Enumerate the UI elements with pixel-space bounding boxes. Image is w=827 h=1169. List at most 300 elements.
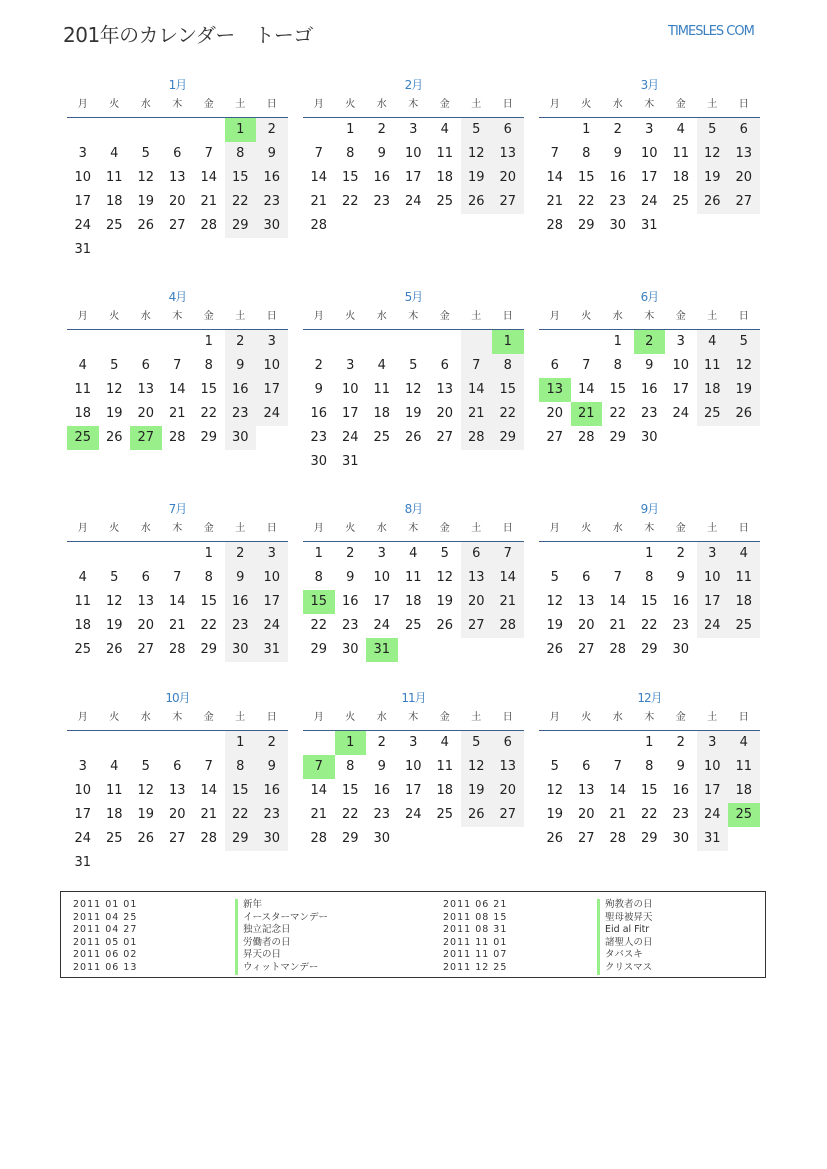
day-cell[interactable]: 21 — [168, 618, 186, 633]
day-cell[interactable]: 4 — [377, 358, 386, 373]
day-cell[interactable]: 28 — [310, 831, 328, 846]
day-cell[interactable]: 6 — [550, 358, 559, 373]
day-cell[interactable]: 5 — [141, 759, 150, 774]
day-cell[interactable]: 16 — [256, 166, 288, 190]
day-cell[interactable]: 12 — [697, 142, 729, 166]
day-cell[interactable]: 25 — [74, 642, 92, 657]
day-cell[interactable]: 2 — [377, 122, 386, 137]
day-cell[interactable]: 11 — [672, 146, 690, 161]
day-cell[interactable]: 2 — [225, 542, 257, 566]
day-cell[interactable]: 27 — [728, 190, 760, 214]
day-cell[interactable]: 26 — [105, 430, 123, 445]
day-cell[interactable]: 29 — [310, 642, 328, 657]
day-cell[interactable]: 25 — [105, 831, 123, 846]
day-cell[interactable]: 23 — [225, 614, 257, 638]
day-cell[interactable]: 14 — [168, 594, 186, 609]
day-cell[interactable]: 9 — [613, 146, 622, 161]
day-cell[interactable]: 17 — [640, 170, 658, 185]
day-cell[interactable]: 13 — [436, 382, 454, 397]
day-cell[interactable]: 2 — [613, 122, 622, 137]
day-cell[interactable]: 19 — [105, 406, 123, 421]
day-cell[interactable]: 17 — [256, 590, 288, 614]
day-cell[interactable]: 26 — [546, 831, 564, 846]
day-cell[interactable]: 19 — [436, 594, 454, 609]
day-cell[interactable]: 24 — [74, 831, 92, 846]
day-cell[interactable]: 1 — [314, 546, 323, 561]
day-cell[interactable]: 10 — [341, 382, 359, 397]
day-cell[interactable]: 8 — [225, 142, 257, 166]
day-cell[interactable]: 8 — [645, 759, 654, 774]
day-cell[interactable]: 10 — [697, 566, 729, 590]
day-cell[interactable]: 5 — [550, 570, 559, 585]
day-cell[interactable]: 7 — [204, 759, 213, 774]
day-cell[interactable]: 20 — [577, 807, 595, 822]
day-cell[interactable]: 6 — [440, 358, 449, 373]
day-cell[interactable]: 5 — [440, 546, 449, 561]
day-cell[interactable]: 29 — [200, 430, 218, 445]
day-cell[interactable]: 10 — [404, 146, 422, 161]
day-cell[interactable]: 17 — [697, 779, 729, 803]
day-cell[interactable]: 27 — [436, 430, 454, 445]
day-cell[interactable]: 20 — [492, 779, 524, 803]
day-cell[interactable]: 20 — [436, 406, 454, 421]
day-cell[interactable]: 22 — [577, 194, 595, 209]
day-cell[interactable]: 9 — [676, 759, 685, 774]
day-cell[interactable]: 13 — [577, 783, 595, 798]
day-cell[interactable]: 6 — [728, 118, 760, 142]
day-cell[interactable]: 17 — [697, 590, 729, 614]
day-cell[interactable]: 9 — [377, 146, 386, 161]
day-cell[interactable]: 25 — [373, 430, 391, 445]
day-cell[interactable]: 7 — [314, 146, 323, 161]
day-cell[interactable]: 5 — [110, 570, 119, 585]
day-cell[interactable]: 16 — [341, 594, 359, 609]
day-cell[interactable]: 5 — [110, 358, 119, 373]
day-cell[interactable]: 23 — [373, 194, 391, 209]
day-cell[interactable]: 20 — [168, 194, 186, 209]
day-cell[interactable]: 9 — [346, 570, 355, 585]
day-cell[interactable]: 8 — [204, 570, 213, 585]
day-cell[interactable]: 10 — [640, 146, 658, 161]
day-cell[interactable]: 28 — [461, 426, 493, 450]
day-cell[interactable]: 19 — [697, 166, 729, 190]
day-cell[interactable]: 20 — [137, 618, 155, 633]
day-cell[interactable]: 18 — [436, 170, 454, 185]
day-cell[interactable]: 24 — [74, 218, 92, 233]
day-cell[interactable]: 2 — [346, 546, 355, 561]
day-cell[interactable]: 5 — [461, 118, 493, 142]
day-cell[interactable]: 26 — [461, 190, 493, 214]
day-cell[interactable]: 7 — [204, 146, 213, 161]
day-cell[interactable]: 19 — [105, 618, 123, 633]
day-cell[interactable]: 31 — [74, 855, 92, 870]
holiday-cell[interactable]: 27 — [130, 426, 162, 450]
holiday-cell[interactable]: 1 — [335, 731, 367, 755]
day-cell[interactable]: 16 — [609, 170, 627, 185]
holiday-cell[interactable]: 1 — [492, 330, 524, 354]
day-cell[interactable]: 5 — [728, 330, 760, 354]
day-cell[interactable]: 28 — [168, 430, 186, 445]
day-cell[interactable]: 21 — [546, 194, 564, 209]
day-cell[interactable]: 22 — [640, 618, 658, 633]
day-cell[interactable]: 21 — [461, 402, 493, 426]
day-cell[interactable]: 26 — [728, 402, 760, 426]
day-cell[interactable]: 21 — [609, 618, 627, 633]
holiday-cell[interactable]: 21 — [571, 402, 603, 426]
day-cell[interactable]: 30 — [225, 638, 257, 662]
day-cell[interactable]: 30 — [256, 214, 288, 238]
day-cell[interactable]: 3 — [256, 330, 288, 354]
day-cell[interactable]: 4 — [440, 735, 449, 750]
day-cell[interactable]: 18 — [436, 783, 454, 798]
holiday-cell[interactable]: 7 — [303, 755, 335, 779]
day-cell[interactable]: 4 — [728, 542, 760, 566]
day-cell[interactable]: 6 — [173, 146, 182, 161]
day-cell[interactable]: 20 — [137, 406, 155, 421]
day-cell[interactable]: 13 — [137, 594, 155, 609]
day-cell[interactable]: 28 — [168, 642, 186, 657]
day-cell[interactable]: 19 — [546, 618, 564, 633]
day-cell[interactable]: 2 — [256, 731, 288, 755]
day-cell[interactable]: 14 — [609, 594, 627, 609]
day-cell[interactable]: 29 — [609, 430, 627, 445]
holiday-cell[interactable]: 25 — [728, 803, 760, 827]
day-cell[interactable]: 26 — [105, 642, 123, 657]
day-cell[interactable]: 23 — [609, 194, 627, 209]
day-cell[interactable]: 4 — [440, 122, 449, 137]
day-cell[interactable]: 3 — [697, 542, 729, 566]
day-cell[interactable]: 24 — [341, 430, 359, 445]
day-cell[interactable]: 10 — [672, 358, 690, 373]
day-cell[interactable]: 31 — [74, 242, 92, 257]
day-cell[interactable]: 21 — [492, 590, 524, 614]
day-cell[interactable]: 26 — [137, 831, 155, 846]
day-cell[interactable]: 6 — [173, 759, 182, 774]
day-cell[interactable]: 17 — [341, 406, 359, 421]
day-cell[interactable]: 26 — [461, 803, 493, 827]
day-cell[interactable]: 11 — [373, 382, 391, 397]
day-cell[interactable]: 17 — [74, 807, 92, 822]
day-cell[interactable]: 8 — [613, 358, 622, 373]
day-cell[interactable]: 22 — [640, 807, 658, 822]
day-cell[interactable]: 10 — [404, 759, 422, 774]
day-cell[interactable]: 11 — [74, 594, 92, 609]
day-cell[interactable]: 17 — [672, 382, 690, 397]
day-cell[interactable]: 19 — [728, 378, 760, 402]
day-cell[interactable]: 17 — [404, 783, 422, 798]
day-cell[interactable]: 5 — [550, 759, 559, 774]
day-cell[interactable]: 30 — [672, 642, 690, 657]
day-cell[interactable]: 24 — [256, 402, 288, 426]
day-cell[interactable]: 16 — [256, 779, 288, 803]
day-cell[interactable]: 6 — [582, 759, 591, 774]
day-cell[interactable]: 15 — [225, 166, 257, 190]
day-cell[interactable]: 28 — [200, 831, 218, 846]
day-cell[interactable]: 24 — [672, 406, 690, 421]
day-cell[interactable]: 23 — [310, 430, 328, 445]
day-cell[interactable]: 18 — [404, 594, 422, 609]
day-cell[interactable]: 13 — [728, 142, 760, 166]
day-cell[interactable]: 15 — [341, 783, 359, 798]
day-cell[interactable]: 27 — [492, 803, 524, 827]
day-cell[interactable]: 6 — [461, 542, 493, 566]
day-cell[interactable]: 16 — [640, 382, 658, 397]
day-cell[interactable]: 23 — [672, 618, 690, 633]
day-cell[interactable]: 1 — [613, 334, 622, 349]
day-cell[interactable]: 11 — [74, 382, 92, 397]
day-cell[interactable]: 20 — [492, 166, 524, 190]
day-cell[interactable]: 30 — [640, 430, 658, 445]
day-cell[interactable]: 10 — [373, 570, 391, 585]
day-cell[interactable]: 23 — [373, 807, 391, 822]
day-cell[interactable]: 1 — [582, 122, 591, 137]
day-cell[interactable]: 26 — [404, 430, 422, 445]
day-cell[interactable]: 8 — [204, 358, 213, 373]
day-cell[interactable]: 17 — [256, 378, 288, 402]
holiday-cell[interactable]: 13 — [539, 378, 571, 402]
day-cell[interactable]: 15 — [341, 170, 359, 185]
day-cell[interactable]: 9 — [645, 358, 654, 373]
day-cell[interactable]: 2 — [676, 546, 685, 561]
day-cell[interactable]: 30 — [256, 827, 288, 851]
day-cell[interactable]: 19 — [546, 807, 564, 822]
day-cell[interactable]: 11 — [697, 354, 729, 378]
day-cell[interactable]: 22 — [225, 803, 257, 827]
day-cell[interactable]: 15 — [492, 378, 524, 402]
day-cell[interactable]: 22 — [310, 618, 328, 633]
day-cell[interactable]: 17 — [373, 594, 391, 609]
day-cell[interactable]: 13 — [461, 566, 493, 590]
day-cell[interactable]: 14 — [310, 170, 328, 185]
day-cell[interactable]: 22 — [492, 402, 524, 426]
day-cell[interactable]: 19 — [461, 166, 493, 190]
day-cell[interactable]: 23 — [640, 406, 658, 421]
day-cell[interactable]: 18 — [373, 406, 391, 421]
day-cell[interactable]: 7 — [613, 759, 622, 774]
day-cell[interactable]: 9 — [676, 570, 685, 585]
day-cell[interactable]: 24 — [697, 614, 729, 638]
day-cell[interactable]: 25 — [728, 614, 760, 638]
day-cell[interactable]: 16 — [373, 783, 391, 798]
day-cell[interactable]: 11 — [436, 146, 454, 161]
day-cell[interactable]: 8 — [582, 146, 591, 161]
day-cell[interactable]: 4 — [110, 759, 119, 774]
day-cell[interactable]: 28 — [546, 218, 564, 233]
day-cell[interactable]: 14 — [168, 382, 186, 397]
day-cell[interactable]: 27 — [577, 831, 595, 846]
day-cell[interactable]: 25 — [697, 402, 729, 426]
day-cell[interactable]: 6 — [492, 731, 524, 755]
day-cell[interactable]: 3 — [676, 334, 685, 349]
day-cell[interactable]: 26 — [546, 642, 564, 657]
day-cell[interactable]: 6 — [582, 570, 591, 585]
day-cell[interactable]: 4 — [409, 546, 418, 561]
day-cell[interactable]: 15 — [577, 170, 595, 185]
day-cell[interactable]: 14 — [609, 783, 627, 798]
day-cell[interactable]: 13 — [168, 783, 186, 798]
day-cell[interactable]: 3 — [645, 122, 654, 137]
day-cell[interactable]: 23 — [672, 807, 690, 822]
holiday-cell[interactable]: 25 — [67, 426, 99, 450]
day-cell[interactable]: 29 — [225, 827, 257, 851]
day-cell[interactable]: 7 — [173, 570, 182, 585]
day-cell[interactable]: 5 — [409, 358, 418, 373]
holiday-cell[interactable]: 2 — [634, 330, 666, 354]
day-cell[interactable]: 23 — [256, 190, 288, 214]
day-cell[interactable]: 30 — [341, 642, 359, 657]
day-cell[interactable]: 25 — [436, 194, 454, 209]
day-cell[interactable]: 21 — [310, 194, 328, 209]
day-cell[interactable]: 14 — [492, 566, 524, 590]
day-cell[interactable]: 7 — [492, 542, 524, 566]
day-cell[interactable]: 18 — [105, 194, 123, 209]
day-cell[interactable]: 14 — [577, 382, 595, 397]
day-cell[interactable]: 3 — [377, 546, 386, 561]
day-cell[interactable]: 4 — [676, 122, 685, 137]
day-cell[interactable]: 4 — [728, 731, 760, 755]
day-cell[interactable]: 22 — [341, 194, 359, 209]
day-cell[interactable]: 12 — [546, 783, 564, 798]
day-cell[interactable]: 14 — [200, 170, 218, 185]
day-cell[interactable]: 8 — [346, 146, 355, 161]
day-cell[interactable]: 10 — [256, 354, 288, 378]
day-cell[interactable]: 2 — [676, 735, 685, 750]
day-cell[interactable]: 12 — [137, 170, 155, 185]
day-cell[interactable]: 12 — [404, 382, 422, 397]
day-cell[interactable]: 15 — [200, 382, 218, 397]
day-cell[interactable]: 13 — [137, 382, 155, 397]
day-cell[interactable]: 27 — [492, 190, 524, 214]
day-cell[interactable]: 30 — [373, 831, 391, 846]
day-cell[interactable]: 18 — [728, 590, 760, 614]
day-cell[interactable]: 1 — [204, 334, 213, 349]
day-cell[interactable]: 11 — [436, 759, 454, 774]
day-cell[interactable]: 3 — [78, 146, 87, 161]
day-cell[interactable]: 8 — [645, 570, 654, 585]
day-cell[interactable]: 10 — [697, 755, 729, 779]
day-cell[interactable]: 23 — [225, 402, 257, 426]
day-cell[interactable]: 2 — [225, 330, 257, 354]
day-cell[interactable]: 21 — [200, 807, 218, 822]
day-cell[interactable]: 31 — [640, 218, 658, 233]
day-cell[interactable]: 9 — [314, 382, 323, 397]
day-cell[interactable]: 30 — [672, 831, 690, 846]
day-cell[interactable]: 18 — [728, 779, 760, 803]
day-cell[interactable]: 1 — [645, 546, 654, 561]
day-cell[interactable]: 26 — [436, 618, 454, 633]
day-cell[interactable]: 16 — [225, 378, 257, 402]
day-cell[interactable]: 8 — [492, 354, 524, 378]
day-cell[interactable]: 22 — [341, 807, 359, 822]
day-cell[interactable]: 3 — [256, 542, 288, 566]
day-cell[interactable]: 9 — [377, 759, 386, 774]
day-cell[interactable]: 16 — [225, 590, 257, 614]
day-cell[interactable]: 5 — [697, 118, 729, 142]
day-cell[interactable]: 28 — [609, 831, 627, 846]
day-cell[interactable]: 4 — [78, 570, 87, 585]
day-cell[interactable]: 27 — [137, 642, 155, 657]
day-cell[interactable]: 27 — [168, 218, 186, 233]
day-cell[interactable]: 27 — [577, 642, 595, 657]
day-cell[interactable]: 19 — [461, 779, 493, 803]
day-cell[interactable]: 16 — [672, 783, 690, 798]
day-cell[interactable]: 22 — [200, 406, 218, 421]
day-cell[interactable]: 29 — [492, 426, 524, 450]
day-cell[interactable]: 5 — [141, 146, 150, 161]
day-cell[interactable]: 15 — [225, 779, 257, 803]
day-cell[interactable]: 18 — [74, 618, 92, 633]
day-cell[interactable]: 10 — [74, 170, 92, 185]
day-cell[interactable]: 27 — [168, 831, 186, 846]
holiday-cell[interactable]: 15 — [303, 590, 335, 614]
day-cell[interactable]: 16 — [310, 406, 328, 421]
holiday-cell[interactable]: 1 — [225, 118, 257, 142]
day-cell[interactable]: 24 — [404, 807, 422, 822]
day-cell[interactable]: 14 — [200, 783, 218, 798]
day-cell[interactable]: 24 — [640, 194, 658, 209]
day-cell[interactable]: 25 — [672, 194, 690, 209]
day-cell[interactable]: 9 — [225, 354, 257, 378]
day-cell[interactable]: 15 — [200, 594, 218, 609]
day-cell[interactable]: 11 — [105, 783, 123, 798]
brand-logo-text[interactable]: TIMESLES COM — [668, 24, 754, 39]
day-cell[interactable]: 25 — [105, 218, 123, 233]
day-cell[interactable]: 7 — [173, 358, 182, 373]
day-cell[interactable]: 4 — [110, 146, 119, 161]
day-cell[interactable]: 14 — [310, 783, 328, 798]
day-cell[interactable]: 28 — [492, 614, 524, 638]
day-cell[interactable]: 25 — [436, 807, 454, 822]
day-cell[interactable]: 13 — [168, 170, 186, 185]
day-cell[interactable]: 21 — [200, 194, 218, 209]
day-cell[interactable]: 16 — [373, 170, 391, 185]
day-cell[interactable]: 19 — [137, 194, 155, 209]
day-cell[interactable]: 20 — [168, 807, 186, 822]
day-cell[interactable]: 17 — [74, 194, 92, 209]
day-cell[interactable]: 21 — [609, 807, 627, 822]
day-cell[interactable]: 1 — [225, 731, 257, 755]
day-cell[interactable]: 2 — [377, 735, 386, 750]
day-cell[interactable]: 3 — [78, 759, 87, 774]
day-cell[interactable]: 7 — [461, 354, 493, 378]
day-cell[interactable]: 31 — [256, 638, 288, 662]
day-cell[interactable]: 7 — [550, 146, 559, 161]
day-cell[interactable]: 29 — [225, 214, 257, 238]
day-cell[interactable]: 21 — [310, 807, 328, 822]
day-cell[interactable]: 6 — [141, 570, 150, 585]
day-cell[interactable]: 25 — [404, 618, 422, 633]
day-cell[interactable]: 8 — [314, 570, 323, 585]
day-cell[interactable]: 8 — [346, 759, 355, 774]
day-cell[interactable]: 28 — [200, 218, 218, 233]
day-cell[interactable]: 27 — [461, 614, 493, 638]
day-cell[interactable]: 24 — [404, 194, 422, 209]
day-cell[interactable]: 12 — [461, 142, 493, 166]
day-cell[interactable]: 22 — [200, 618, 218, 633]
day-cell[interactable]: 2 — [256, 118, 288, 142]
day-cell[interactable]: 29 — [640, 642, 658, 657]
day-cell[interactable]: 22 — [225, 190, 257, 214]
day-cell[interactable]: 20 — [577, 618, 595, 633]
day-cell[interactable]: 9 — [225, 566, 257, 590]
day-cell[interactable]: 1 — [204, 546, 213, 561]
day-cell[interactable]: 5 — [461, 731, 493, 755]
day-cell[interactable]: 9 — [256, 755, 288, 779]
holiday-cell[interactable]: 31 — [366, 638, 398, 662]
day-cell[interactable]: 18 — [105, 807, 123, 822]
day-cell[interactable]: 11 — [105, 170, 123, 185]
day-cell[interactable]: 14 — [461, 378, 493, 402]
